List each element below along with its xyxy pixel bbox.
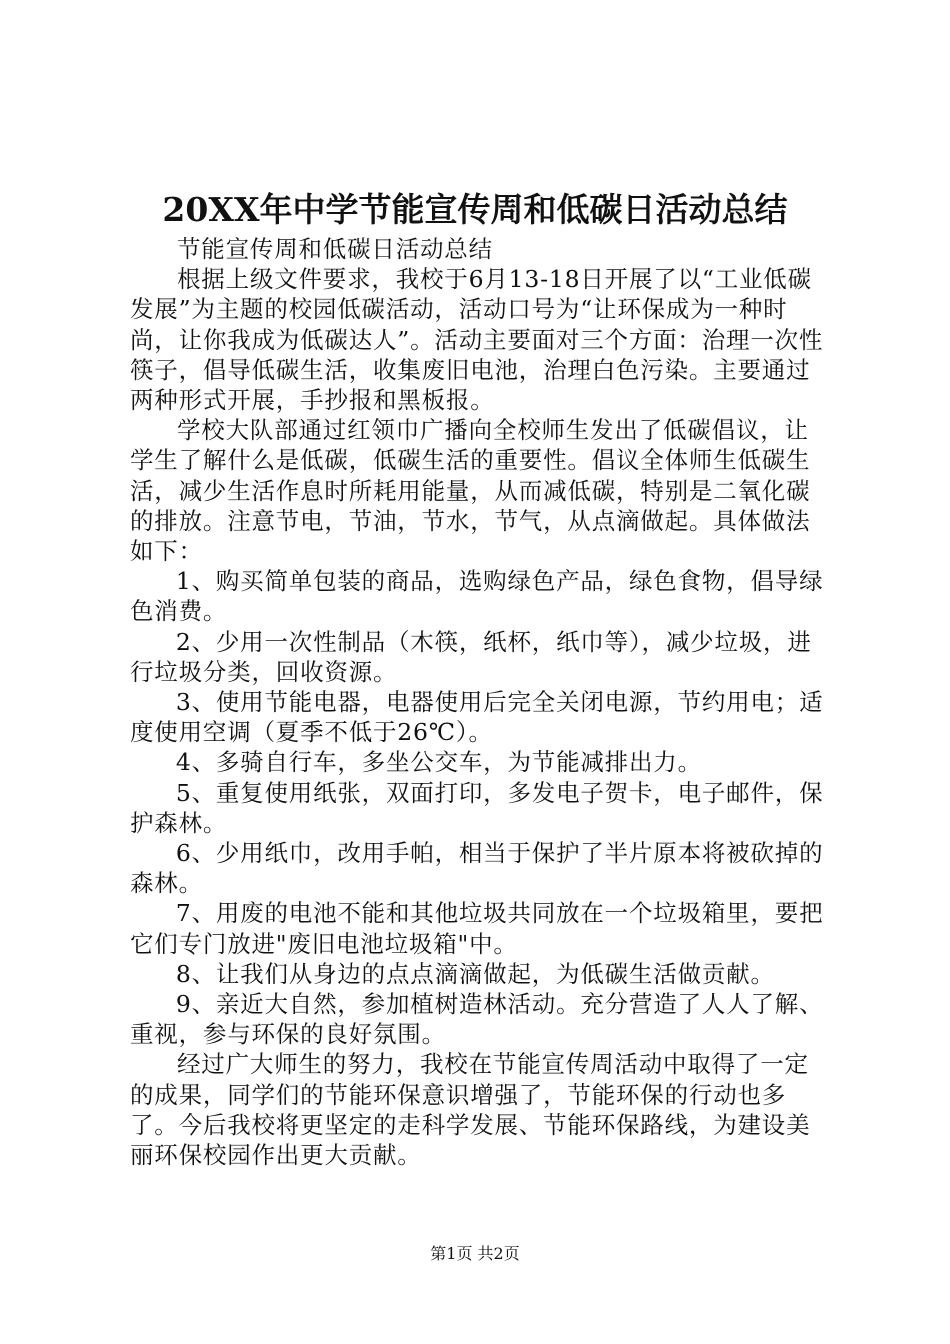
- document-title: 20XX年中学节能宣传周和低碳日活动总结: [162, 190, 788, 229]
- list-item-6: 6、少用纸巾，改用手帕，相当于保护了半片原本将被砍掉的森林。: [130, 839, 824, 898]
- list-item-9: 9、亲近大自然，参加植树造林活动。充分营造了人人了解、重视，参与环保的良好氛围。: [130, 990, 824, 1049]
- page-number-footer: 第1页 共2页: [430, 1244, 520, 1263]
- list-item-5: 5、重复使用纸张，双面打印，多发电子贺卡，电子邮件，保护森林。: [130, 778, 824, 837]
- initiative-paragraph: 学校大队部通过红领巾广播向全校师生发出了低碳倡议，让学生了解什么是低碳，低碳生活的重要性。倡议全体师生低碳生活，减少生活作息时所耗用能量，从而减低碳，特别是二氧化碳的排放。注意节电，节油，节水，节气，从点滴做起。具体做法如下：: [130, 416, 811, 566]
- list-item-3: 3、使用节能电器，电器使用后完全关闭电源，节约用电；适度使用空调（夏季不低于26℃）。: [130, 688, 824, 747]
- conclusion-paragraph: 经过广大师生的努力，我校在节能宣传周活动中取得了一定的成果，同学们的节能环保意识增强了，节能环保的行动也多了。今后我校将更坚定的走科学发展、节能环保路线，为建设美丽环保校园作出更大贡献。: [130, 1050, 811, 1170]
- intro-paragraph: 根据上级文件要求，我校于6月13-18日开展了以“工业低碳发展”为主题的校园低碳活动，活动口号为“让环保成为一种时尚，让你我成为低碳达人”。活动主要面对三个方面：治理一次性筷子，倡导低碳生活，收集废旧电池，治理白色污染。主要通过两种形式开展，手抄报和黑板报。: [130, 265, 824, 415]
- list-item-7: 7、用废的电池不能和其他垃圾共同放在一个垃圾箱里，要把它们专门放进"废旧电池垃圾箱"中。: [130, 899, 824, 958]
- list-item-1: 1、购买简单包装的商品，选购绿色产品，绿色食物，倡导绿色消费。: [130, 567, 824, 626]
- list-item-4: 4、多骑自行车，多坐公交车，为节能减排出力。: [175, 748, 702, 777]
- list-item-2: 2、少用一次性制品（木筷，纸杯，纸巾等），减少垃圾，进行垃圾分类，回收资源。: [130, 627, 812, 686]
- list-item-8: 8、让我们从身边的点点滴滴做起，为低碳生活做贡献。: [175, 959, 775, 988]
- document-body: [130, 234, 830, 1170]
- subtitle-paragraph: 节能宣传周和低碳日活动总结: [177, 235, 493, 263]
